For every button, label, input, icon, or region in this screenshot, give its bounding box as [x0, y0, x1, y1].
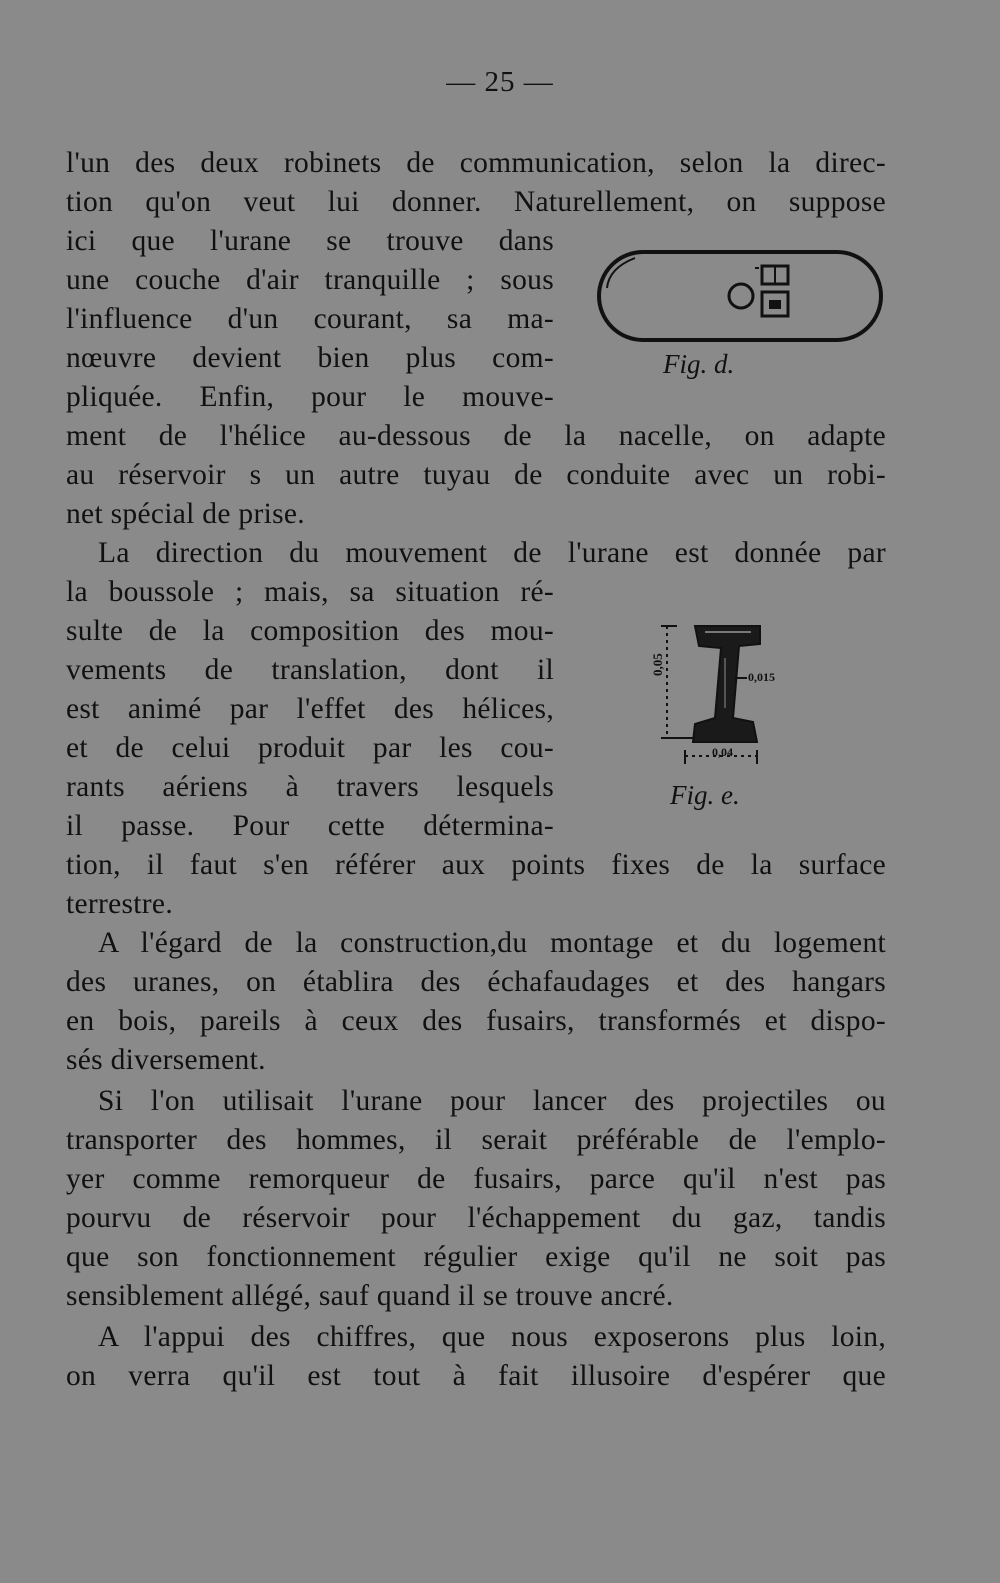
text-line: au réservoir s un autre tuyau de conduite avec un robi-	[66, 459, 886, 491]
text-line: sés diversement.	[66, 1044, 266, 1076]
text-line: sensiblement allégé, sauf quand il se trouve ancré.	[66, 1280, 674, 1312]
text-line: nœuvre devient bien plus com-	[66, 342, 554, 374]
text-line: vements de translation, dont il	[66, 654, 554, 686]
text-line: on verra qu'il est tout à fait illusoire d'espérer que	[66, 1360, 886, 1392]
text-line: Si l'on utilisait l'urane pour lancer des projectiles ou	[98, 1085, 886, 1117]
page-number: — 25 —	[446, 66, 554, 98]
text-line: l'un des deux robinets de communication, selon la direc-	[66, 147, 886, 179]
text-line: est animé par l'effet des hélices,	[66, 693, 554, 725]
text-line: ment de l'hélice au-dessous de la nacelle, on adapte	[66, 420, 886, 452]
text-line: rants aériens à travers lesquels	[66, 771, 554, 803]
text-line: A l'appui des chiffres, que nous exposerons plus loin,	[98, 1321, 886, 1353]
text-line: en bois, pareils à ceux des fusairs, transformés et dispo-	[66, 1005, 886, 1037]
text-line: tion qu'on veut lui donner. Naturellement, on suppose	[66, 186, 886, 218]
text-line: que son fonctionnement régulier exige qu'il ne soit pas	[66, 1241, 886, 1273]
text-line: des uranes, on établira des échafaudages et des hangars	[66, 966, 886, 998]
text-line: l'influence d'un courant, sa ma-	[66, 303, 554, 335]
text-line: une couche d'air tranquille ; sous	[66, 264, 554, 296]
text-line: La direction du mouvement de l'urane est donnée par	[98, 537, 886, 569]
text-line: net spécial de prise.	[66, 498, 305, 530]
figure-e-caption: Fig. e.	[670, 780, 740, 810]
text-line: yer comme remorqueur de fusairs, parce qu'il n'est pas	[66, 1163, 886, 1195]
text-line: la boussole ; mais, sa situation ré-	[66, 576, 554, 608]
fig-d-circle	[729, 284, 753, 308]
text-line: pliquée. Enfin, pour le mouve-	[66, 381, 554, 413]
text-line: et de celui produit par les cou-	[66, 732, 554, 764]
text-line: transporter des hommes, il serait préférable de l'emplo-	[66, 1124, 886, 1156]
figure-d-diagram	[595, 248, 890, 358]
text-line: tion, il faut s'en référer aux points fixes de la surface	[66, 849, 886, 881]
text-line: A l'égard de la construction,du montage et du logement	[98, 927, 886, 959]
text-line: sulte de la composition des mou-	[66, 615, 554, 647]
fig-e-height-label: 0,05	[650, 653, 665, 676]
fig-e-base-label: 0,04	[712, 745, 733, 759]
figure-d-caption: Fig. d.	[663, 349, 735, 379]
text-line: ici que l'urane se trouve dans	[66, 225, 554, 257]
text-line: il passe. Pour cette détermina-	[66, 810, 554, 842]
text-line: pourvu de réservoir pour l'échappement du gaz, tandis	[66, 1202, 886, 1234]
fig-e-side-label: 0,015	[748, 670, 775, 684]
text-line: terrestre.	[66, 888, 173, 920]
